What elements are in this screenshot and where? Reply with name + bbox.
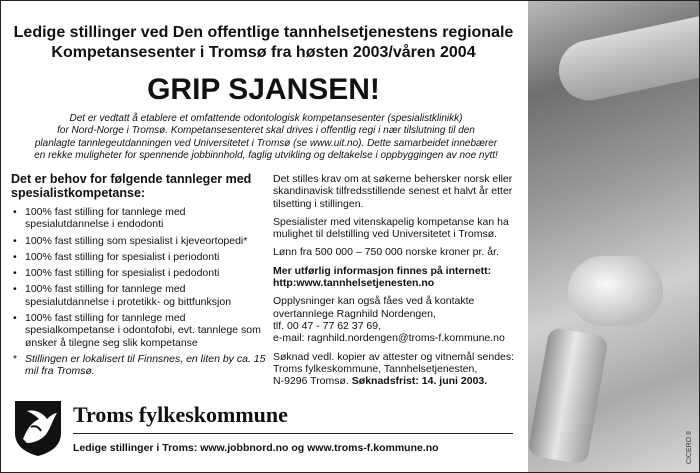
intro-line: for Nord-Norge i Tromsø. Kompetansesenteret skal drives i offentlig regi i nær tilslutning til den: [57, 125, 475, 137]
organization-name: Troms fylkeskommune: [73, 402, 288, 427]
position-item: [11, 283, 266, 308]
headline: [11, 23, 516, 63]
toothpaste-photo: [528, 1, 700, 473]
details-column: [273, 173, 523, 393]
position-text: 100% fast stilling for tannlege med spesialutdannelse i endodonti: [25, 206, 186, 231]
intro-line: planlagte tannlegeutdanningen ved Universitetet i Tromsø (se www.uit.no). Dette samarbeidet innebærer: [34, 137, 498, 149]
position-item: [11, 251, 266, 263]
intro-text: [21, 113, 511, 163]
footnote: [11, 353, 266, 378]
position-text: 100% fast stilling for spesialist i pedodonti: [25, 267, 220, 280]
divider: [73, 433, 513, 434]
university-position-info: Spesialister med vitenskapelig kompetanse kan ha mulighet til delstilling ved Universitetet i Tromsø.: [273, 215, 509, 241]
position-item: [11, 206, 266, 231]
intro-line: en rekke muligheter for spennende jobbinnhold, faglig utvikling og deltakelse i oppbyggingen av noe nytt!: [34, 150, 498, 162]
asterisk-icon: *: [13, 352, 18, 365]
positions-heading: Det er behov for følgende tannleger med spesialistkompetanse:: [11, 172, 252, 200]
bullet-icon: •: [13, 234, 17, 247]
position-text: 100% fast stilling for tannlege med spesialutdannelse i protetikk- og bittfunksjon: [25, 283, 232, 308]
intro-line: Det er vedtatt å etablere et omfattende odontologisk kompetansesenter (spesialistklinikk): [69, 113, 463, 124]
position-text: 100% fast stilling som spesialist i kjeveortopedi*: [25, 234, 248, 247]
footer-links: Ledige stillinger i Troms: www.jobbnord.no og www.troms-f.kommune.no: [73, 442, 439, 454]
application-info: [273, 351, 523, 388]
county-crest-icon: [13, 399, 63, 457]
application-address: Troms fylkeskommune, Tannhelsetjenesten,: [273, 362, 478, 375]
application-postcode: N-9296 Tromsø.: [273, 375, 349, 388]
application-deadline: Søknadsfrist: 14. juni 2003.: [351, 375, 488, 388]
bullet-icon: •: [13, 283, 17, 296]
contact-email: e-mail: ragnhild.nordengen@troms-f.kommune.no: [273, 332, 505, 345]
position-item: [11, 235, 266, 247]
bullet-icon: •: [13, 312, 17, 325]
position-item: [11, 312, 266, 349]
photo-credit: CICERO II: [686, 430, 693, 464]
salary-info: Lønn fra 500 000 – 750 000 norske kroner pr. år.: [273, 246, 499, 259]
positions-column: [11, 172, 266, 378]
headline-line-1: Ledige stillinger ved Den offentlige tannhelsetjenestens regionale: [13, 24, 514, 41]
headline-line-2: Kompetansesenter i Tromsø fra høsten 2003/våren 2004: [51, 44, 476, 61]
position-text: 100% fast stilling for spesialist i periodonti: [25, 250, 220, 263]
position-text: 100% fast stilling for tannlege med spesialkompetanse i odontofobi, evt. tannlege som ønsker å tilegne seg slik kompetanse: [25, 312, 261, 349]
toothpaste-cap-shape: [568, 256, 663, 326]
position-item: [11, 267, 266, 279]
contact-name: overtannlege Ragnhild Nordengen,: [273, 307, 436, 320]
bullet-icon: •: [13, 267, 17, 280]
contact-line: Opplysninger kan også fåes ved å kontakte: [273, 295, 475, 308]
footnote-text: Stillingen er lokalisert til Finnsnes, en liten by ca. 15 mil fra Tromsø.: [25, 352, 266, 378]
toothpaste-tube-shape: [527, 327, 609, 465]
slogan: GRIP SJANSEN!: [147, 73, 380, 106]
bullet-icon: •: [13, 206, 17, 218]
website-info: Mer utførlig informasjon finnes på internett: http:www.tannhelsetjenesten.no: [273, 264, 492, 290]
language-requirement: Det stilles krav om at søkerne behersker norsk eller skandinavisk tilfredsstillende senest et halvt år etter tilsetting i stillingen.: [273, 173, 513, 210]
positions-list: [11, 206, 266, 349]
application-line: Søknad vedl. kopier av attester og vitnemål sendes:: [273, 350, 515, 363]
contact-phone: tlf. 00 47 - 77 62 37 69,: [273, 319, 381, 332]
toothbrush-shape: [553, 16, 700, 106]
contact-info: [273, 295, 523, 344]
bullet-icon: •: [13, 250, 17, 263]
